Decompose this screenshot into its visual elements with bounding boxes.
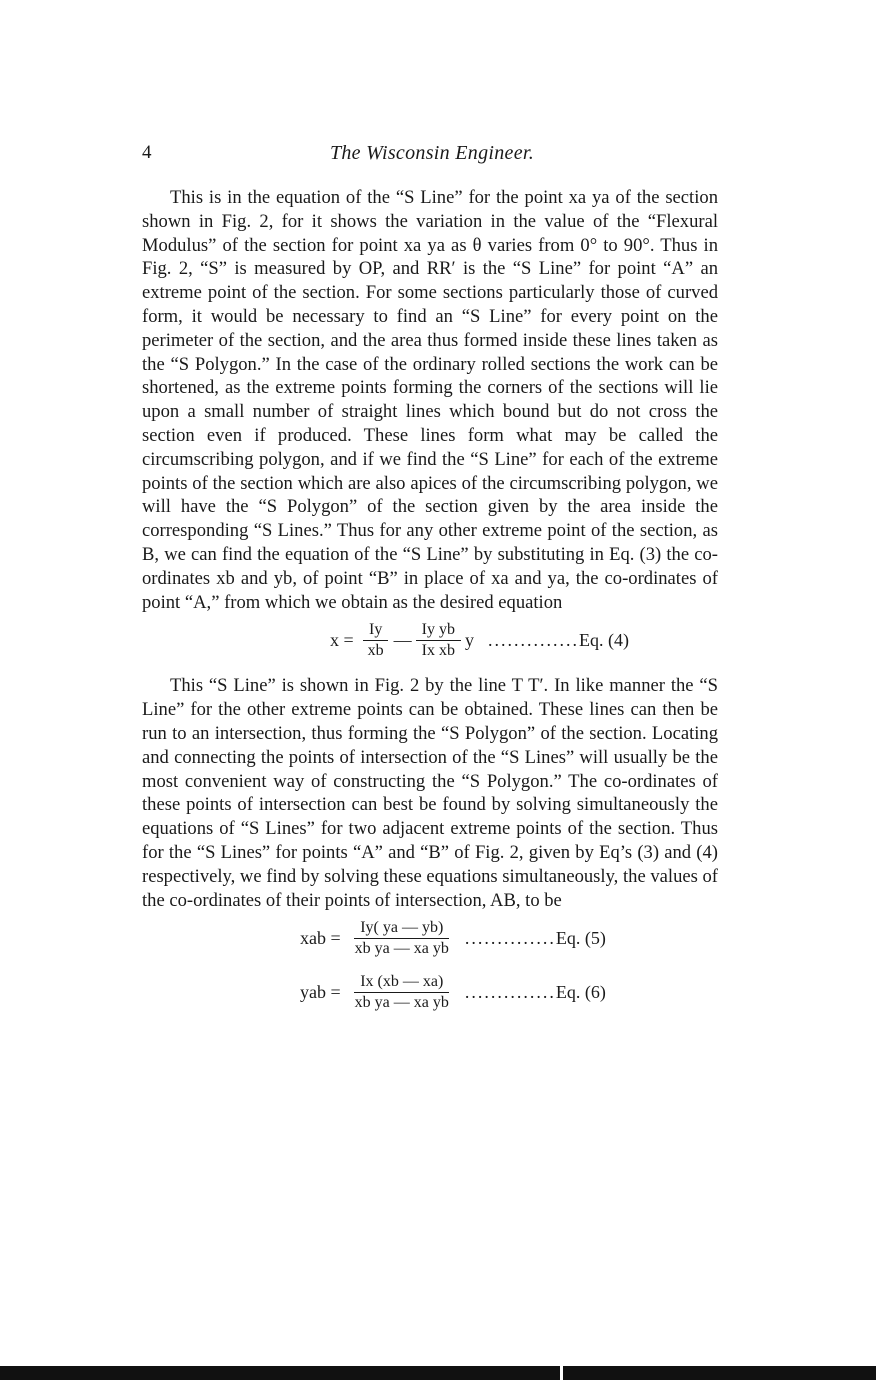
equation-5 [142, 914, 718, 968]
body-text [142, 186, 718, 1030]
eq5-leader-dots: .............. [464, 927, 556, 948]
eq5-fraction [349, 918, 455, 959]
journal-title: The Wisconsin Engineer. [329, 142, 535, 164]
eq4-frac1-numerator: Iy [363, 620, 388, 641]
eq5-denominator: xb ya — xa yb [354, 940, 449, 958]
eq6-lhs: yab = [300, 981, 341, 1002]
eq6-fraction [349, 972, 455, 1013]
equation-6 [142, 972, 718, 1026]
paragraph-2: This “S Line” is shown in Fig. 2 by the line T T′. In like manner the “S Line” for the other extreme points can be obtained. These lines can then be run to an intersection, thus forming the “S Polygon” of the section. Locating and connecting the points of intersection of the “S Lines” will usually be the most convenient way of constructing the “S Polygon.” The co-ordinates of these points of intersection can best be found by solving simultaneously the equations of “S Lines” for two adjacent extreme points of the section. Thus for the “S Lines” for points “A” and “B” of Fig. 2, given by Eq’s (3) and (4) respectively, we find by solving these equations simultaneously, the values of the co-ordinates of their points of intersection, AB, to be [142, 675, 718, 911]
eq4-frac1-denominator: xb [367, 642, 384, 660]
equation-4 [142, 616, 718, 670]
eq4-frac2-numerator: Iy yb [416, 620, 461, 641]
eq6-leader-dots: .............. [464, 981, 556, 1002]
eq4-frac2-denominator: Ix xb [421, 642, 455, 660]
eq5-numerator: Iy( ya — yb) [354, 918, 449, 939]
eq4-fraction-2 [416, 620, 461, 661]
eq4-leader-dots: .............. [487, 629, 579, 650]
paragraph-1: This is in the equation of the “S Line” for the point xa ya of the section shown in Fig. 2, for it shows the variation in the value of the “Flexural Modulus” of the section for point xa ya as θ varies from 0° to 90°. Thus in Fig. 2, “S” is measured by OP, and RR′ is the “S Line” for point “A” an extreme point of the section. For some sections particularly those of curved form, it would be necessary to find an “S Line” for every point on the perimeter of the section, and the area thus formed inside these lines taken as the “S Polygon.” In the case of the ordinary rolled sections the work can be shortened, as the extreme points forming the corners of the sections will lie upon a small number of straight lines which bound but do not cross the section even if produced. These lines form what may be called the circumscribing polygon, and if we find the “S Line” for each of the extreme points of the section which are also apices of the circumscribing polygon, we will have the “S Polygon” of the section given by the area inside the corresponding “S Lines.” Thus for any other extreme point of the section, as B, we can find the equation of the “S Line” by substituting in Eq. (3) the co-ordinates xb and yb, of point “B” in place of xa and ya, the co-ordinates of point “A,” from which we obtain as the desired equation [142, 187, 718, 613]
eq5-label: Eq. (5) [555, 927, 606, 948]
page-number: 4 [142, 142, 152, 163]
eq4-minus: — [393, 629, 412, 650]
eq6-label: Eq. (6) [555, 981, 606, 1002]
page-header [142, 142, 722, 168]
scan-edge-gap [560, 1366, 563, 1380]
eq5-lhs: xab = [300, 927, 341, 948]
scan-bottom-edge [0, 1366, 876, 1380]
eq6-numerator: Ix (xb — xa) [354, 972, 449, 993]
eq4-label: Eq. (4) [578, 629, 629, 650]
eq4-fraction-1 [362, 620, 390, 661]
eq4-lhs: x = [330, 629, 354, 650]
eq6-denominator: xb ya — xa yb [354, 994, 449, 1012]
eq4-variable: y [464, 629, 474, 650]
